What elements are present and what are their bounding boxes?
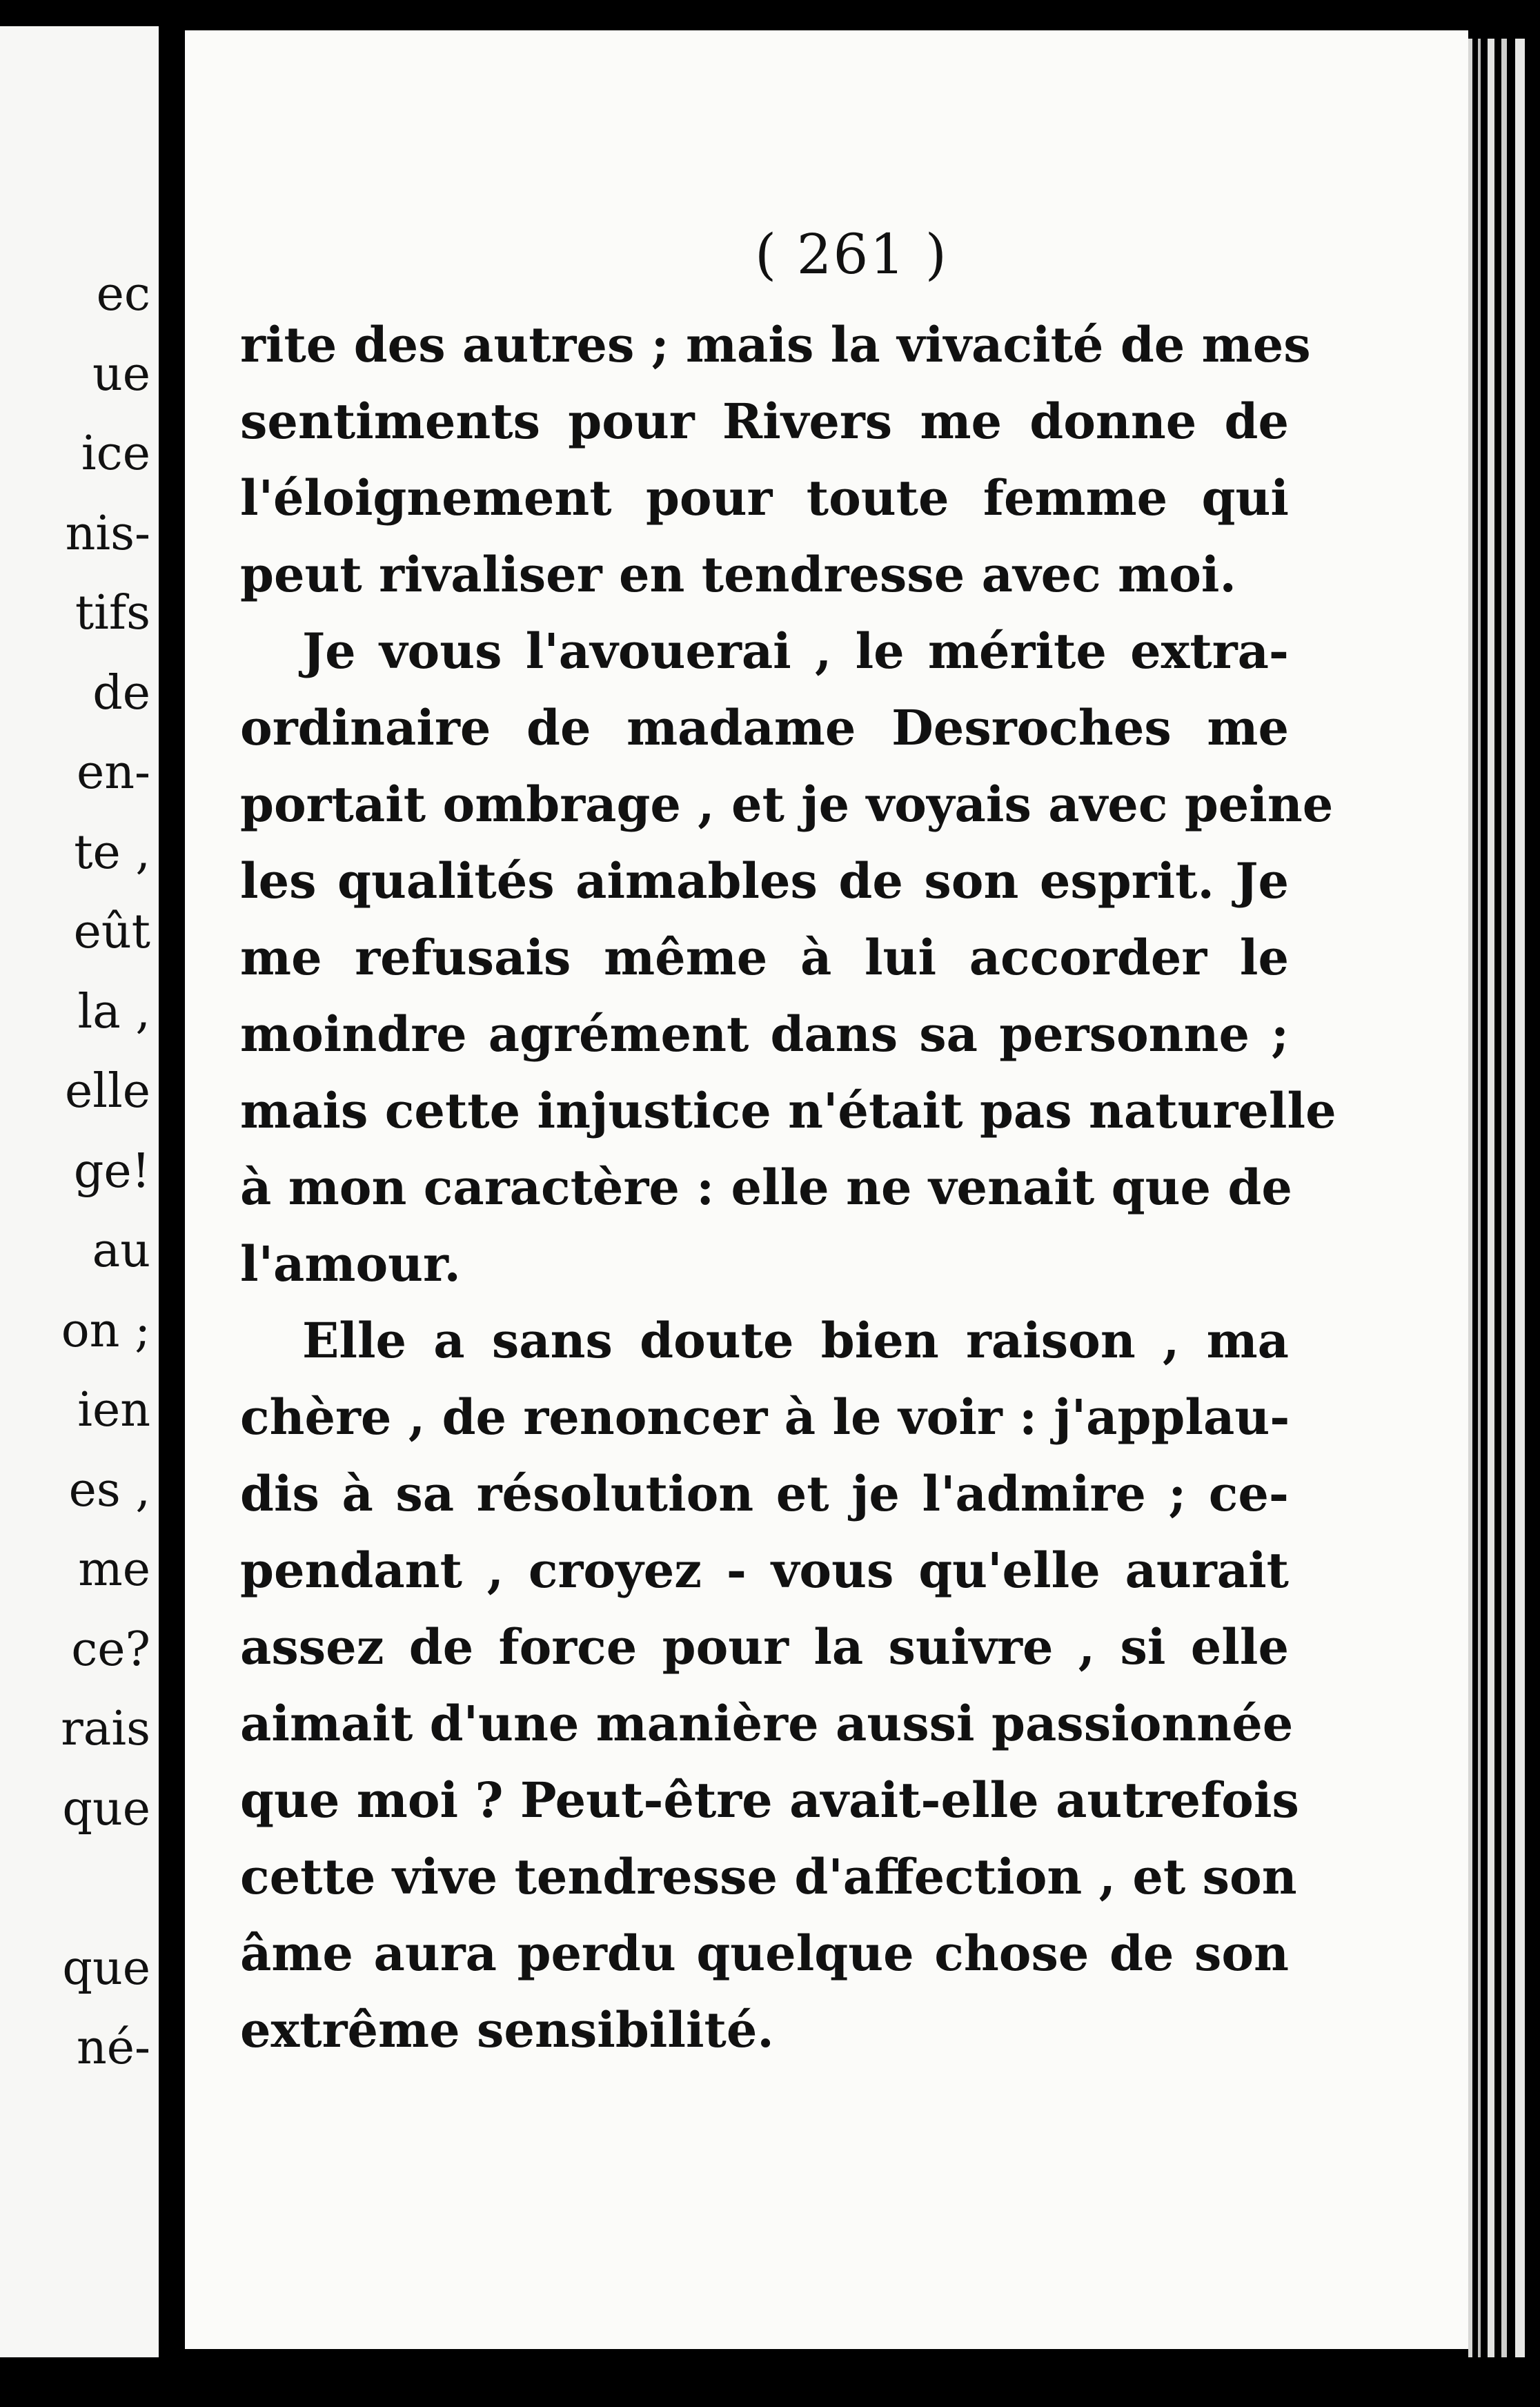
text-line: sentiments pour Rivers me donne de xyxy=(240,393,1289,450)
text-line: rite des autres ; mais la vivacité de mes xyxy=(240,316,1311,373)
left-page-line: que xyxy=(62,1781,150,1836)
text-line: mais cette injustice n'était pas naturelle xyxy=(240,1082,1336,1139)
left-page-line: on ; xyxy=(61,1303,150,1358)
left-page-line: es , xyxy=(68,1462,150,1517)
text-line: cette vive tendresse d'affection , et son xyxy=(240,1848,1297,1905)
text-line: les qualités aimables de son esprit. Je xyxy=(240,852,1289,910)
text-line: l'éloignement pour toute femme qui xyxy=(240,469,1289,527)
text-line: Elle a sans doute bien raison , ma xyxy=(302,1312,1289,1369)
text-line: me refusais même à lui accorder le xyxy=(240,929,1289,986)
text-line: extrême sensibilité. xyxy=(240,2001,774,2059)
left-page-line: au xyxy=(92,1224,150,1278)
text-line: aimait d'une manière aussi passionnée xyxy=(240,1695,1294,1752)
left-page-line: nis- xyxy=(65,506,150,561)
text-line: assez de force pour la suivre , si elle xyxy=(240,1618,1289,1676)
left-page-line: né- xyxy=(76,2021,150,2075)
text-line: pendant , croyez - vous qu'elle aurait xyxy=(240,1542,1289,1599)
body-text xyxy=(240,306,1336,2068)
left-page-line: ice xyxy=(81,426,150,481)
text-line: âme aura perdu quelque chose de son xyxy=(240,1925,1289,1982)
left-page-line: ec xyxy=(96,267,150,322)
paragraph xyxy=(240,613,1336,1302)
left-page-line: rais xyxy=(61,1702,150,1756)
page-number-text: ( 261 ) xyxy=(755,222,948,286)
text-line: à mon caractère : elle ne venait que de xyxy=(240,1159,1292,1216)
left-page-line: ce? xyxy=(71,1622,150,1677)
left-page-line: la , xyxy=(77,984,150,1039)
page-number xyxy=(185,222,1468,286)
right-page xyxy=(185,30,1468,2349)
text-line: que moi ? Peut-être avait-elle autrefois xyxy=(240,1771,1299,1829)
text-line: chère , de renoncer à le voir : j'applau- xyxy=(240,1388,1290,1446)
left-page-line: elle xyxy=(65,1064,150,1119)
page-edge xyxy=(1515,39,1525,2357)
left-page-line: ien xyxy=(77,1383,150,1437)
left-page-line: tifs xyxy=(75,586,150,640)
paragraph xyxy=(240,1302,1299,2068)
text-line: ordinaire de madame Desroches me xyxy=(240,699,1289,756)
text-line: portait ombrage , et je voyais avec peine xyxy=(240,776,1334,833)
left-page-line: que xyxy=(62,1941,150,1996)
left-page-line: me xyxy=(78,1542,150,1597)
left-page-line: en- xyxy=(76,745,150,800)
text-line: peut rivaliser en tendresse avec moi. xyxy=(240,546,1236,603)
text-line: moindre agrément dans sa personne ; xyxy=(240,1005,1289,1063)
left-page-line: ge! xyxy=(73,1143,150,1199)
left-page-line: ue xyxy=(92,346,150,402)
left-page-line: te , xyxy=(74,825,150,880)
text-line: l'amour. xyxy=(240,1235,461,1293)
text-line: dis à sa résolution et je l'admire ; ce- xyxy=(240,1465,1289,1522)
page-edge xyxy=(1478,39,1481,2357)
left-page-fragment xyxy=(0,26,159,2357)
left-page-line: de xyxy=(92,665,150,720)
paragraph xyxy=(240,306,1311,613)
page-edge xyxy=(1468,39,1472,2357)
page-edge xyxy=(1501,39,1507,2357)
text-line: Je vous l'avouerai , le mérite extra- xyxy=(302,622,1289,680)
page-edge xyxy=(1488,39,1494,2357)
left-page-line: eût xyxy=(73,905,150,959)
